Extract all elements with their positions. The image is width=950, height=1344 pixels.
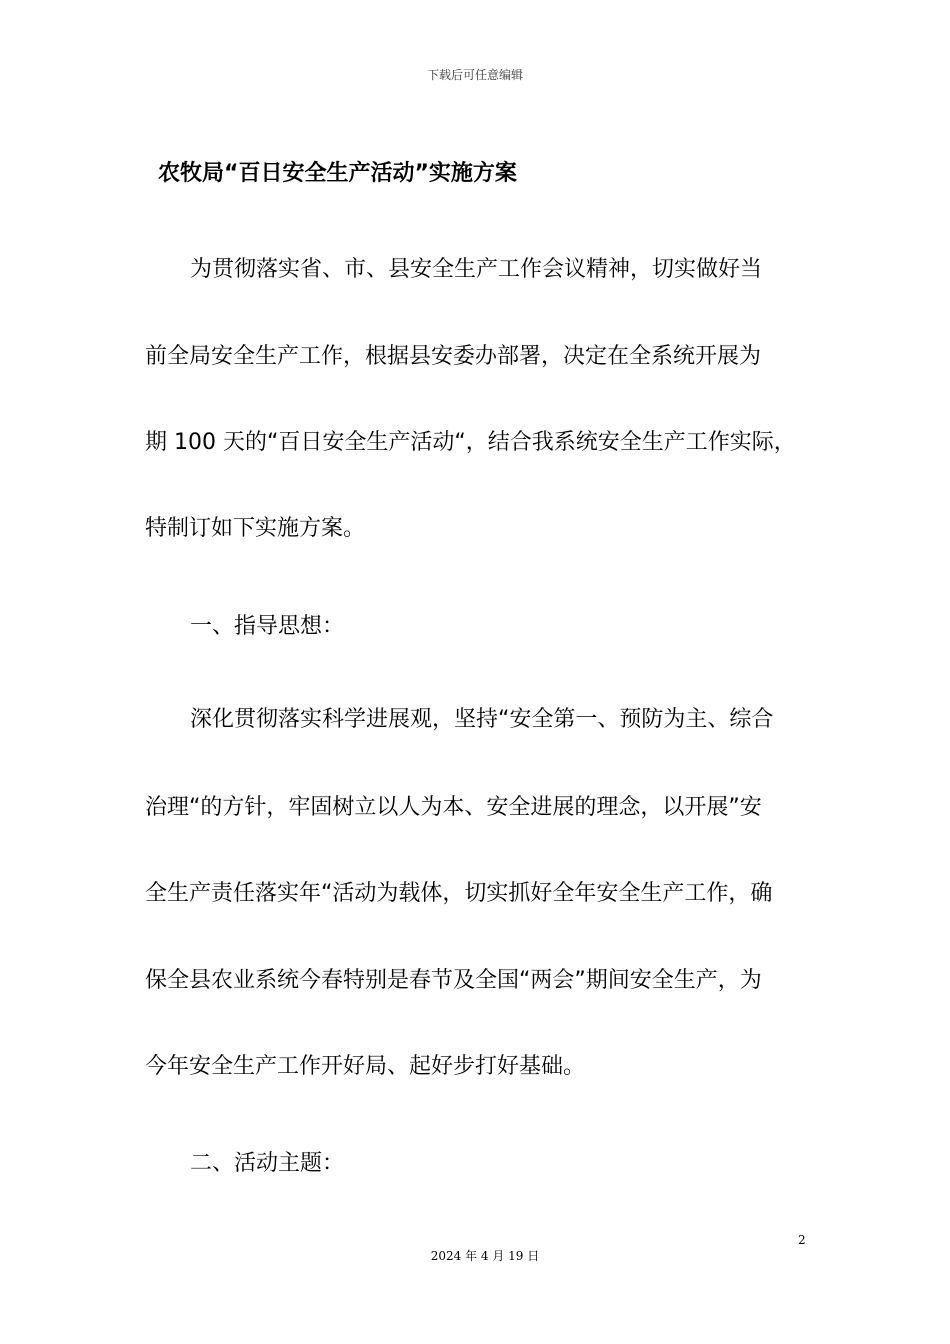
paragraph-2-line-4: 保全县农业系统今春特别是春节及全国“两会”期间安全生产，为 (145, 968, 762, 993)
section-1-heading: 一、指导思想： (190, 614, 345, 639)
paragraph-2-line-5: 今年安全生产工作开好局、起好步打好基础。 (145, 1054, 586, 1079)
page-number: 2 (798, 1233, 806, 1247)
header-note: 下载后可任意编辑 (426, 68, 523, 82)
paragraph-2-line-3: 全生产责任落实年“活动为载体，切实抓好全年安全生产工作，确 (145, 881, 773, 906)
section-2-heading: 二、活动主题： (190, 1151, 345, 1176)
footer-date: 2024 年 4 月 19 日 (430, 1249, 540, 1263)
document-title: 农牧局“百日安全生产活动”实施方案 (158, 161, 517, 186)
paragraph-1-line-2: 前全局安全生产工作，根据县安委办部署，决定在全系统开展为 (145, 344, 762, 369)
paragraph-1-line-4: 特制订如下实施方案。 (145, 516, 366, 541)
paragraph-1-line-1: 为贯彻落实省、市、县安全生产工作会议精神，切实做好当 (190, 257, 763, 282)
paragraph-1-line-3: 期 100 天的“百日安全生产活动“，结合我系统安全生产工作实际， (145, 430, 796, 455)
paragraph-2-line-2: 治理“的方针，牢固树立以人为本、安全进展的理念，以开展”安 (145, 795, 762, 820)
paragraph-2-line-1: 深化贯彻落实科学进展观，坚持“安全第一、预防为主、综合 (190, 707, 774, 732)
